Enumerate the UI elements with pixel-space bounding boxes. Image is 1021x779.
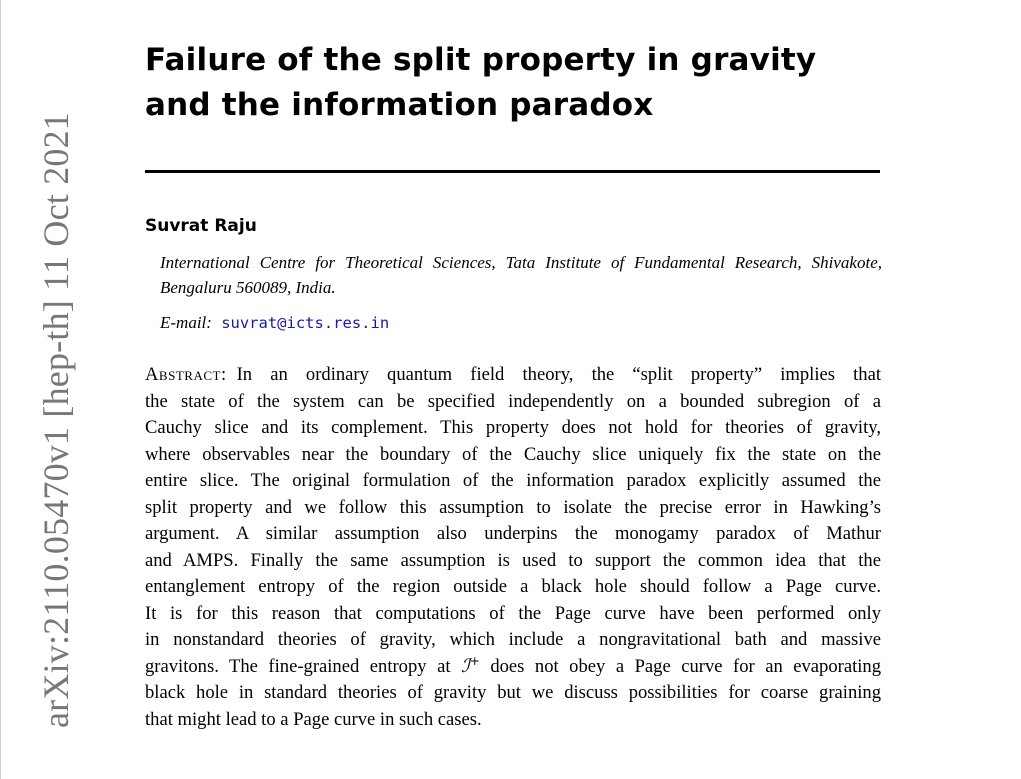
- abstract-line-11: in nonstandard theories of gravity, which include a nongravitational bath and massive: [145, 629, 881, 650]
- abstract-line-13: black hole in standard theories of gravity but we discuss possibilities for coarse graining: [145, 682, 881, 703]
- abstract-line-4: where observables near the boundary of the Cauchy slice uniquely fix the state on the: [145, 443, 881, 465]
- abstract-label: Abstract:: [145, 364, 227, 385]
- abstract-line-14: that might lead to a Page curve in such cases.: [145, 708, 482, 730]
- email-row: [160, 313, 389, 333]
- scri-plus-symbol: [461, 653, 480, 677]
- abstract-line-5: entire slice. The original formulation of the information paradox explicitly assumed the: [145, 470, 881, 491]
- abstract-line-10: It is for this reason that computations of the Page curve have been performed only: [145, 602, 881, 624]
- title-divider: [145, 170, 880, 173]
- email-link[interactable]: suvrat@icts.res.in: [221, 314, 390, 332]
- abstract-line-12: [145, 654, 881, 681]
- abstract-line-6: split property and we follow this assumption to isolate the precise error in Hawking’s: [145, 496, 881, 518]
- abstract-line-1: [145, 362, 881, 389]
- scri-symbol: ℐ: [461, 655, 470, 677]
- abstract-line-12-before: gravitons. The fine-grained entropy at: [145, 655, 451, 677]
- abstract-line-7: argument. A similar assumption also underpins the monogamy paradox of Mathur: [145, 523, 881, 544]
- email-label: E-mail:: [160, 313, 212, 332]
- arxiv-sidebar-stamp: arXiv:2110.05470v1 [hep-th] 11 Oct 2021: [36, 111, 76, 729]
- author-name: Suvrat Raju: [145, 216, 257, 236]
- abstract-line-3: Cauchy slice and its complement. This property does not hold for theories of gravity,: [145, 417, 881, 438]
- abstract-line-12-after: does not obey a Page curve for an evaporating: [490, 655, 882, 677]
- abstract-line-9: entanglement entropy of the region outside a black hole should follow a Page curve.: [145, 576, 881, 597]
- abstract-text: In an ordinary quantum field theory, the “split property” implies that: [236, 364, 881, 385]
- abstract-line-2: the state of the system can be specified independently on a bounded subregion of a: [145, 390, 881, 412]
- paper-title: Failure of the split property in gravity and the information paradox: [145, 42, 817, 123]
- scri-superscript: +: [469, 653, 480, 668]
- author-affiliation: International Centre for Theoretical Sciences, Tata Institute of Fundamental Research, Shivakote, Bengaluru 560089, India.: [160, 253, 882, 297]
- abstract-line-8: and AMPS. Finally the same assumption is used to support the common idea that the: [145, 549, 881, 571]
- page-left-border: [0, 0, 1, 779]
- abstract: [145, 362, 881, 733]
